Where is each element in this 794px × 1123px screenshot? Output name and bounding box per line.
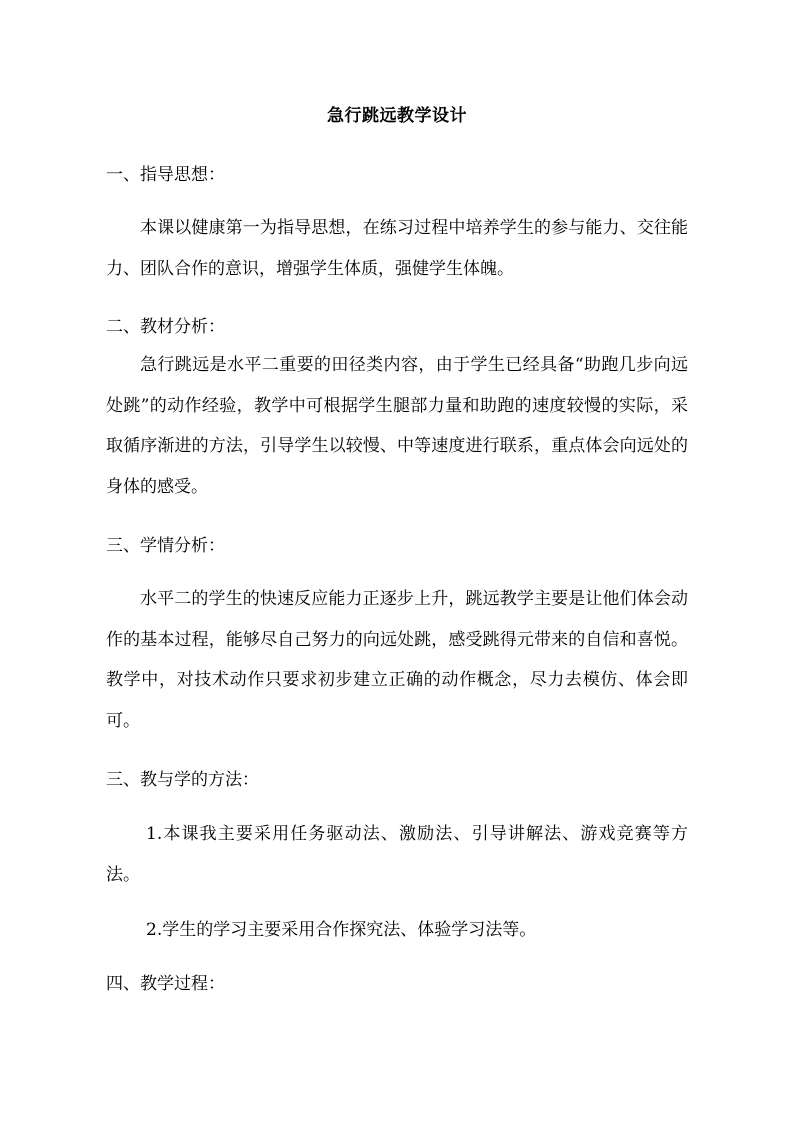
heading-learner-analysis: 三、学情分析： bbox=[106, 536, 225, 556]
heading-material-analysis: 二、教材分析： bbox=[106, 317, 225, 337]
paragraph-material-analysis: 急行跳远是水平二重要的田径类内容，由于学生已经具备“助跑几步向远处跳”的动作经验，教学中可根据学生腿部力量和助跑的速度较慢的实际，采取循序渐进的方法，引导学生以较慢、中等速度进行联系，重点体会向远处的身体的感受。 bbox=[106, 355, 688, 497]
heading-teaching-methods: 三、教与学的方法： bbox=[106, 770, 259, 790]
paragraph-learner-analysis: 水平二的学生的快速反应能力正逐步上升，跳远教学主要是让他们体会动作的基本过程，能够尽自己努力的向远处跳，感受跳得元带来的自信和喜悦。教学中，对技术动作只要求初步建立正确的动作概念，尽力去模仿、体会即可。 bbox=[106, 589, 688, 731]
method-item-1: 1.本课我主要采用任务驱动法、激励法、引导讲解法、游戏竞赛等方法。 bbox=[106, 824, 688, 885]
paragraph-guiding-ideology: 本课以健康第一为指导思想，在练习过程中培养学生的参与能力、交往能力、团队合作的意识，增强学生体质，强健学生体魄。 bbox=[106, 218, 688, 279]
document-title: 急行跳远教学设计 bbox=[327, 106, 467, 126]
heading-teaching-process: 四、教学过程： bbox=[106, 974, 225, 994]
method-item-2: 2.学生的学习主要采用合作探究法、体验学习法等。 bbox=[146, 920, 537, 940]
heading-guiding-ideology: 一、指导思想： bbox=[106, 165, 225, 185]
